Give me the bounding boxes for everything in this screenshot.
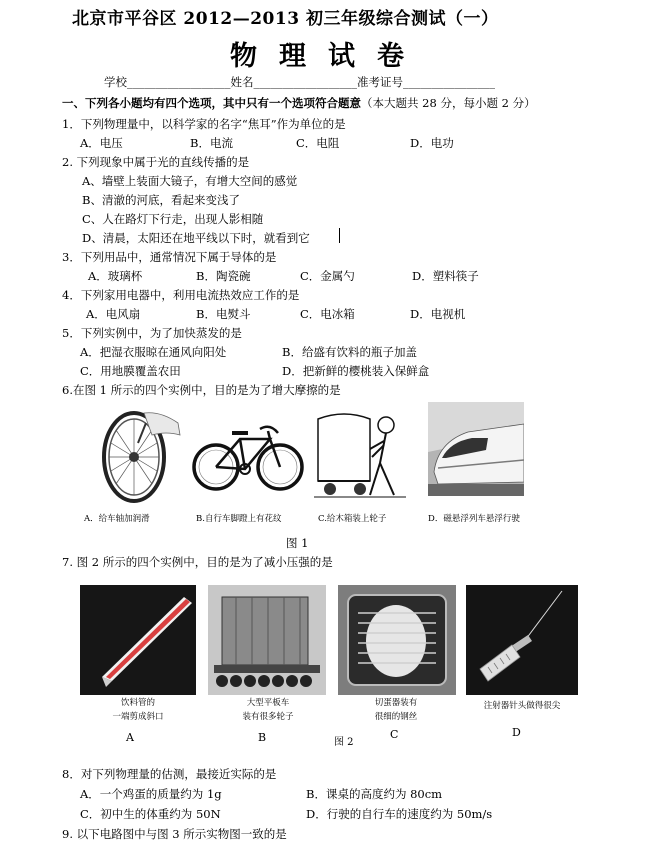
q2-stem: 2. 下列现象中属于光的直线传播的是 [62, 155, 250, 169]
text-cursor [339, 228, 340, 243]
q3-option-c: C．金属勺 [300, 269, 355, 283]
q8-option-c: C．初中生的体重约为 50N [80, 807, 221, 821]
fig2-label: 图 2 [334, 737, 354, 748]
q2-option-d: D、清晨，太阳还在地平线以下时，就看到它 [82, 231, 310, 245]
q8-option-d: D．行驶的自行车的速度约为 50m/s [306, 807, 493, 821]
q4-option-b: B．电熨斗 [196, 307, 251, 321]
q2-option-c: C、人在路灯下行走，出现人影相随 [82, 212, 264, 226]
subject-title: 物理试卷 [230, 41, 426, 72]
fig2-caption-a-line2: 一端剪成斜口 [112, 712, 164, 722]
q5-option-b: B．给盛有饮料的瓶子加盖 [282, 345, 417, 359]
fig2-image-c-egg-slicer [338, 585, 456, 695]
student-info-line: 学校__________________姓名__________________准考证号________________ [104, 75, 495, 89]
fig2-caption-a-line1: 饮料管的 [120, 698, 155, 708]
fig2-caption-a [92, 696, 184, 724]
exam-title: 北京市平谷区 2012—2013 初三年级综合测试（一） [72, 9, 499, 29]
q1-option-c: C．电阻 [296, 136, 340, 150]
q1-option-b: B．电流 [190, 136, 233, 150]
fig1-caption-d: D．磁悬浮列车悬浮行驶 [428, 514, 520, 524]
q3-option-b: B．陶瓷碗 [196, 269, 251, 283]
fig2-caption-b [222, 696, 314, 724]
fig1-image-d-maglev-train [428, 402, 524, 496]
q4-option-d: D．电视机 [410, 307, 466, 321]
q8-stem: 8．对下列物理量的估测，最接近实际的是 [62, 767, 277, 781]
fig2-image-b-flatbed-truck [208, 585, 326, 695]
q4-option-a: A．电风扇 [86, 307, 141, 321]
fig1-image-a-wheel [86, 405, 182, 505]
q1-option-d: D．电功 [410, 136, 454, 150]
fig1-caption-c: C.给木箱装上轮子 [318, 514, 387, 524]
fig1-label: 图 1 [286, 536, 309, 550]
fig2-caption-d-line1: 注射器针头做得很尖 [483, 701, 561, 711]
fig2-caption-b-line1: 大型平板车 [246, 698, 290, 708]
q2-option-b: B、清澈的河底，看起来变浅了 [82, 193, 240, 207]
q9-stem: 9. 以下电路图中与图 3 所示实物图一致的是 [62, 827, 287, 841]
fig2-letter-b: B [258, 731, 267, 744]
q8-option-b: B．课桌的高度约为 80cm [306, 787, 443, 801]
fig2-caption-d [462, 699, 582, 713]
q4-option-c: C．电冰箱 [300, 307, 355, 321]
q5-option-d: D．把新鲜的樱桃装入保鲜盒 [282, 364, 430, 378]
fig2-image-d-syringe [466, 585, 578, 695]
q1-option-a: A．电压 [80, 136, 123, 150]
q2-option-a: A、墙壁上装面大镜子，有增大空间的感觉 [82, 174, 298, 188]
q7-stem: 7. 图 2 所示的四个实例中，目的是为了减小压强的是 [62, 555, 333, 569]
fig2-caption-c-line1: 切蛋器装有 [374, 698, 418, 708]
q3-stem: 3．下列用品中，通常情况下属于导体的是 [62, 250, 277, 264]
q3-option-d: D．塑料筷子 [412, 269, 479, 283]
q3-option-a: A．玻璃杯 [88, 269, 143, 283]
fig1-image-c-wooden-box [314, 405, 406, 503]
fig2-caption-b-line2: 装有很多轮子 [242, 712, 294, 722]
q1-stem: 1．下列物理量中，以科学家的名字“焦耳”作为单位的是 [62, 117, 346, 131]
fig2-letter-d: D [512, 726, 521, 739]
fig2-image-a-straw [80, 585, 196, 695]
section-note: （本大题共 28 分，每小题 2 分） [361, 96, 536, 110]
fig1-caption-b: B.自行车脚蹬上有花纹 [196, 514, 282, 524]
q6-stem: 6.在图 1 所示的四个实例中，目的是为了增大摩擦的是 [62, 383, 341, 397]
fig2-letter-c: C [390, 728, 399, 741]
fig2-letter-a: A [126, 731, 134, 744]
fig1-caption-a: A．给车轴加润滑 [84, 514, 150, 524]
fig2-caption-c [350, 696, 442, 724]
section-heading [62, 95, 536, 111]
q5-option-c: C．用地膜覆盖农田 [80, 364, 181, 378]
fig2-caption-c-line2: 很细的钢丝 [374, 712, 418, 722]
q5-stem: 5．下列实例中，为了加快蒸发的是 [62, 326, 242, 340]
q8-option-a: A．一个鸡蛋的质量约为 1g [80, 787, 222, 801]
fig1-image-b-bicycle [190, 405, 306, 501]
section-heading-text: 一、下列各小题均有四个选项，其中只有一个选项符合题意 [62, 96, 361, 110]
q4-stem: 4．下列家用电器中，利用电流热效应工作的是 [62, 288, 300, 302]
q5-option-a: A．把湿衣服晾在通风向阳处 [80, 345, 227, 359]
